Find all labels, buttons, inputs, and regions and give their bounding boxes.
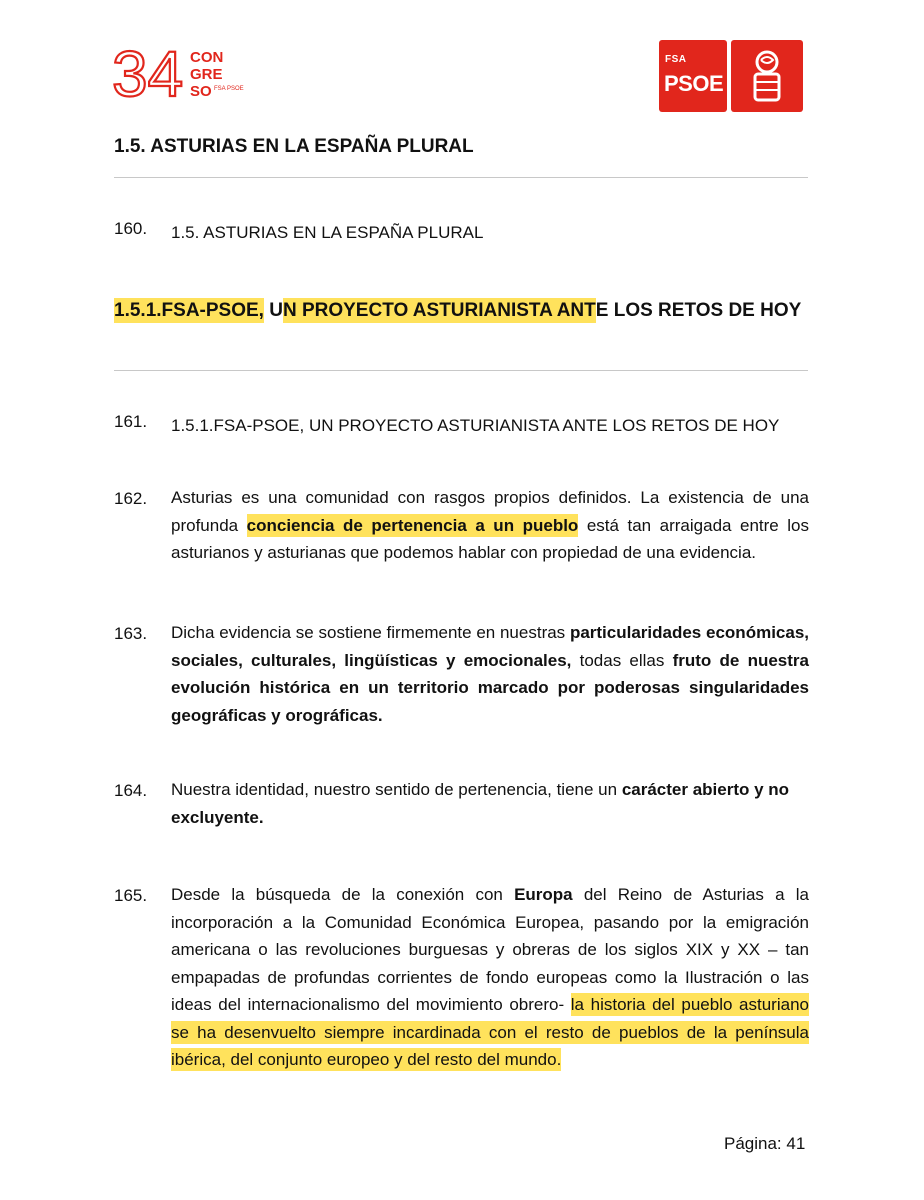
- paragraph-162-text-c: está tan arraigada entre los asturianos y asturianas que podemos hablar con propiedad de una evidencia.: [171, 515, 809, 562]
- congress-number: 34: [112, 38, 184, 110]
- psoe-logo-wordmark: PSOE: [664, 71, 724, 96]
- paragraph-163-text-c: todas ellas: [571, 650, 673, 670]
- paragraph-163-bold-a: particularidades económicas, sociales, culturales, lingüísticas y emocionales,: [171, 623, 809, 670]
- paragraph-162: [171, 484, 809, 567]
- paragraph-161: 1.5.1.FSA-PSOE, UN PROYECTO ASTURIANISTA ANTE LOS RETOS DE HOY: [171, 416, 780, 435]
- congress-34-logo: [112, 38, 252, 110]
- subsection-title-text-2: E LOS RETOS DE HOY: [595, 300, 802, 321]
- congress-line3: SO: [190, 83, 212, 100]
- section-title: 1.5. ASTURIAS EN LA ESPAÑA PLURAL: [114, 136, 474, 157]
- section-divider: [114, 177, 808, 178]
- subsection-title: [114, 296, 808, 326]
- page-number: Página: 41: [724, 1134, 806, 1153]
- paragraph-number: 164.: [114, 781, 148, 800]
- psoe-logo: [659, 40, 803, 112]
- paragraph-164: [171, 776, 809, 831]
- subsection-title-text-1: U: [263, 300, 283, 321]
- psoe-logo-fsa: FSA: [665, 54, 687, 65]
- congress-line1: CON: [190, 49, 224, 66]
- paragraph-162-highlight: conciencia de pertenencia a un pueblo: [246, 515, 579, 535]
- subsection-title-highlight-2: N PROYECTO ASTURIANISTA ANT: [282, 300, 596, 321]
- paragraph-number: 163.: [114, 624, 148, 643]
- paragraph-163-bold-b: fruto de nuestra evolución histórica en un territorio marcado por poderosas singularidades geográficas y orográficas.: [171, 650, 809, 725]
- paragraph-163-text-a: Dicha evidencia se sostiene firmemente en nuestras: [171, 623, 570, 642]
- psoe-text-box: [659, 40, 727, 112]
- paragraph-164-bold: carácter abierto y no excluyente.: [171, 780, 790, 827]
- paragraph-165-text-c: del Reino de Asturias a la incorporación a la Comunidad Económica Europea, pasando por la emigración americana o las revoluciones burguesas y obreras de los siglos XIX y XX – tan empapadas de profundas corrientes de fondo europeas como la Ilustración o las ideas del internacionalismo del movimiento obrero-: [171, 885, 809, 1014]
- paragraph-number: 161.: [114, 412, 148, 431]
- paragraph-164-text-a: Nuestra identidad, nuestro sentido de pertenencia, tiene un: [171, 780, 622, 799]
- paragraph-165-text-a: Desde la búsqueda de la conexión con: [171, 885, 515, 904]
- paragraph-number: 162.: [114, 489, 148, 508]
- paragraph-165-bold: Europa: [514, 885, 573, 904]
- paragraph-162-text-a: Asturias es una comunidad con rasgos propios definidos. La existencia de una profunda: [171, 488, 809, 535]
- congress-line2: GRE: [190, 66, 223, 83]
- subsection-title-highlight-1: 1.5.1.FSA-PSOE,: [114, 300, 264, 321]
- paragraph-number: 160.: [114, 219, 148, 238]
- paragraph-160: 1.5. ASTURIAS EN LA ESPAÑA PLURAL: [171, 223, 484, 242]
- subsection-divider: [114, 370, 808, 371]
- fist-rose-icon: [731, 40, 803, 112]
- paragraph-165-highlight: la historia del pueblo asturiano se ha desenvuelto siempre incardinada con el resto de pueblos de la península ibérica, del conjunto europeo y del resto del mundo.: [171, 995, 809, 1069]
- paragraph-number: 165.: [114, 886, 148, 905]
- paragraph-163: [171, 619, 809, 729]
- congress-small: FSA PSOE: [214, 86, 244, 92]
- paragraph-165: [171, 881, 809, 1074]
